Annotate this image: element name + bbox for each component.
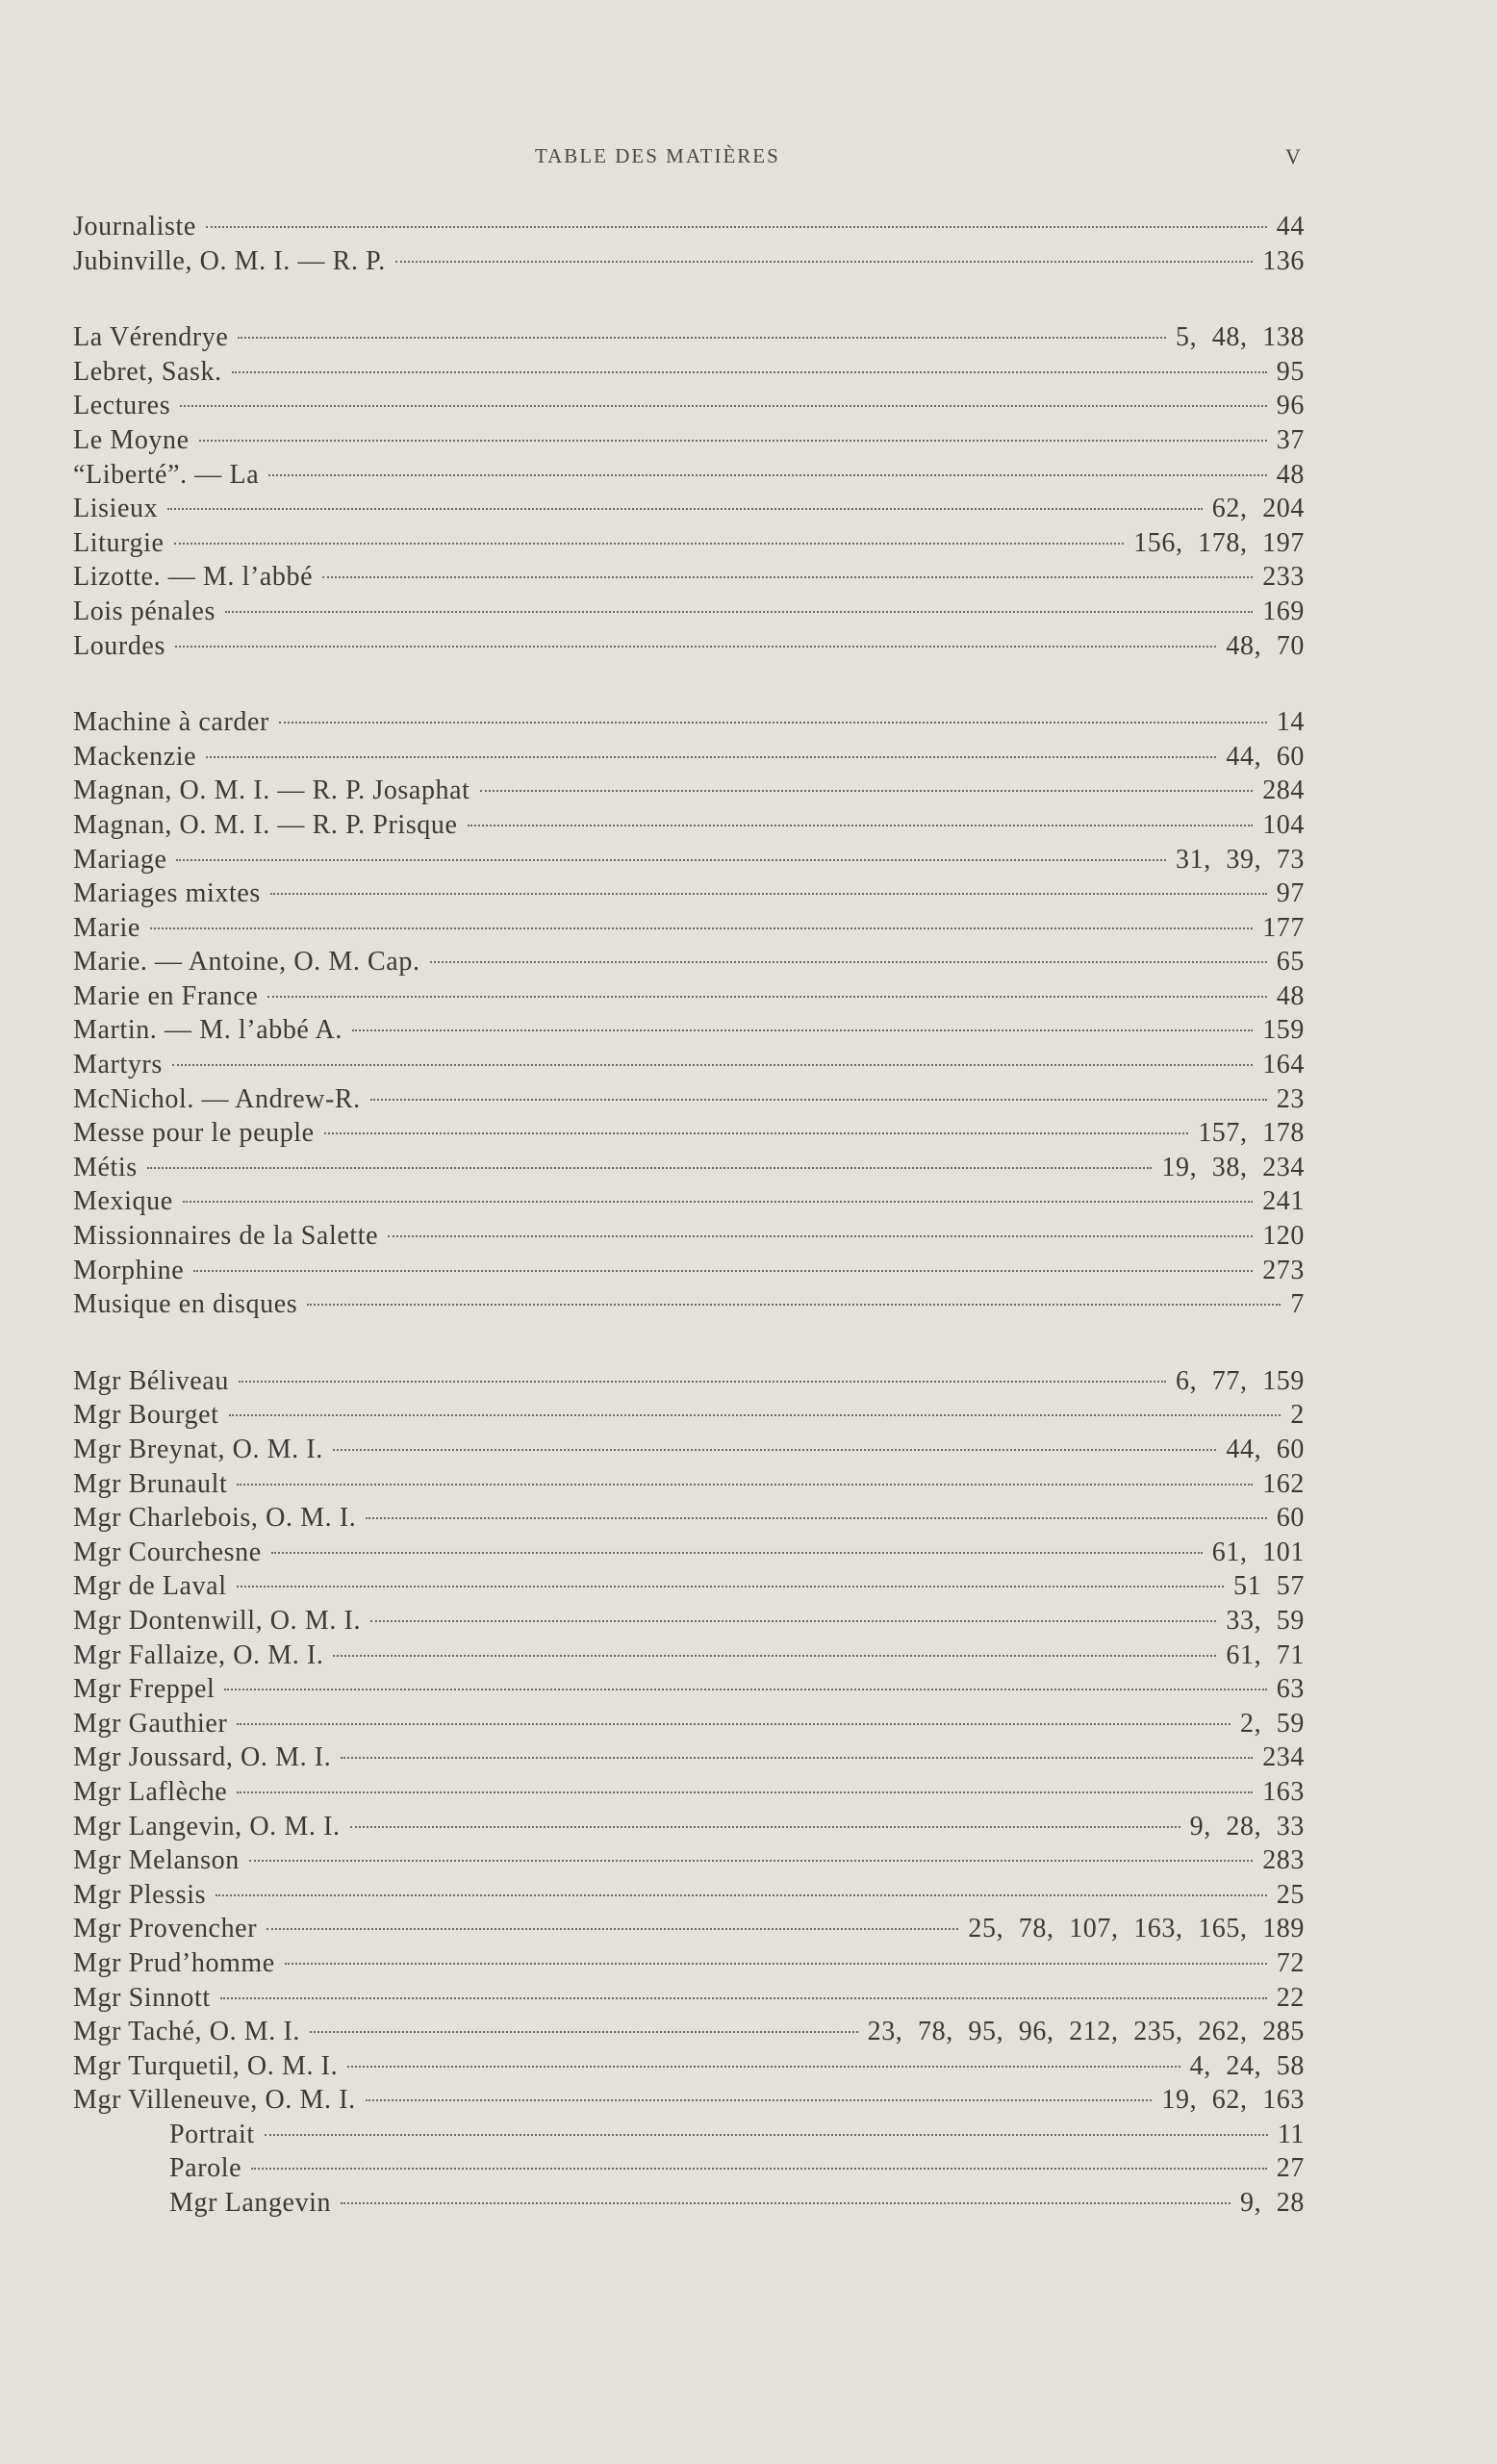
entry-label: Mgr Taché, O. M. I. — [73, 2017, 300, 2047]
entry-label: Lebret, Sask. — [73, 356, 222, 387]
index-entry — [73, 629, 1305, 664]
entry-pages: 163 — [1262, 1776, 1305, 1807]
dot-leader — [232, 371, 1267, 373]
entry-label: Mgr Turquetil, O. M. I. — [73, 2050, 339, 2081]
dot-leader — [174, 543, 1125, 545]
entry-label: Lois pénales — [73, 596, 216, 626]
entry-pages: 62, 204 — [1211, 494, 1305, 524]
index-group — [73, 210, 1305, 278]
entry-label: Marie en France — [73, 980, 259, 1011]
entry-label: Mgr Béliveau — [73, 1365, 229, 1396]
dot-leader — [175, 646, 1216, 648]
index-entry — [73, 1740, 1305, 1775]
dot-leader — [395, 261, 1253, 263]
index-entry — [73, 458, 1305, 493]
entry-label: Mgr Prud’homme — [73, 1947, 275, 1978]
index-entry — [73, 2015, 1305, 2049]
index-entry — [73, 492, 1305, 526]
dot-leader — [267, 996, 1266, 998]
entry-pages: 33, 59 — [1226, 1605, 1305, 1636]
dot-leader — [183, 1201, 1253, 1203]
index-entry — [73, 595, 1305, 629]
entry-label: Messe pour le peuple — [73, 1118, 315, 1149]
index-group — [73, 320, 1305, 663]
dot-leader — [279, 722, 1267, 724]
entry-pages: 9, 28 — [1240, 2188, 1305, 2219]
entry-label: Liturgie — [73, 527, 165, 558]
entry-pages: 7 — [1290, 1289, 1305, 1320]
index-entry — [73, 210, 1305, 244]
entry-pages: 157, 178 — [1198, 1118, 1305, 1149]
entry-label: Magnan, O. M. I. — R. P. Prisque — [73, 809, 458, 840]
entry-label: Mackenzie — [73, 741, 197, 772]
entry-label: Portrait — [169, 2119, 255, 2149]
entry-pages: 159 — [1262, 1015, 1305, 1046]
entry-pages: 19, 62, 163 — [1161, 2085, 1305, 2116]
dot-leader — [480, 790, 1254, 792]
entry-label: Mgr Charlebois, O. M. I. — [73, 1503, 357, 1534]
index-entry — [73, 945, 1305, 979]
index-entry — [73, 1184, 1305, 1219]
index-entry — [73, 1672, 1305, 1707]
entry-pages: 25, 78, 107, 163, 165, 189 — [968, 1914, 1305, 1944]
entry-pages: 60 — [1276, 1503, 1305, 1534]
entry-label: Mgr Provencher — [73, 1914, 258, 1944]
index-group — [73, 1364, 1305, 2221]
dot-leader — [167, 508, 1203, 510]
index-entry — [73, 1638, 1305, 1673]
entry-pages: 234 — [1262, 1742, 1305, 1773]
index-entry — [73, 1048, 1305, 1082]
entry-label: Mgr Freppel — [73, 1674, 216, 1705]
index-entry — [73, 1501, 1305, 1536]
dot-leader — [430, 961, 1267, 963]
entry-label: Mgr Courchesne — [73, 1537, 262, 1567]
entry-label: Mariage — [73, 844, 167, 875]
entry-pages: 72 — [1276, 1947, 1305, 1978]
dot-leader — [310, 2031, 858, 2033]
entry-label: Jubinville, O. M. I. — R. P. — [73, 245, 386, 276]
dot-leader — [238, 337, 1166, 339]
entry-pages: 31, 39, 73 — [1176, 844, 1305, 875]
entry-label: Mgr Villeneuve, O. M. I. — [73, 2085, 356, 2116]
entry-label: Musique en disques — [73, 1289, 298, 1320]
dot-leader — [206, 226, 1267, 228]
entry-pages: 2 — [1290, 1400, 1305, 1431]
entry-pages: 14 — [1276, 707, 1305, 738]
entry-pages: 19, 38, 234 — [1161, 1152, 1305, 1182]
entry-pages: 22 — [1276, 1982, 1305, 2013]
dot-leader — [341, 1757, 1253, 1759]
index-entry — [73, 1946, 1305, 1981]
entry-pages: 162 — [1262, 1468, 1305, 1499]
dot-leader — [199, 440, 1267, 442]
index-entry — [73, 355, 1305, 390]
dot-leader — [366, 2099, 1153, 2101]
page-header — [0, 144, 1497, 183]
entry-label: “Liberté”. — La — [73, 459, 260, 490]
index-entry — [73, 1013, 1305, 1048]
group-separator — [73, 663, 1305, 705]
dot-leader — [324, 1132, 1188, 1134]
entry-pages: 5, 48, 138 — [1176, 322, 1305, 353]
entry-pages: 169 — [1262, 596, 1305, 626]
dot-leader — [370, 1099, 1267, 1101]
index-entry — [73, 1843, 1305, 1878]
index-entry — [73, 1810, 1305, 1844]
dot-leader — [251, 2168, 1267, 2170]
entry-label: Mgr Laflèche — [73, 1776, 228, 1807]
entry-label: Mgr Fallaize, O. M. I. — [73, 1639, 324, 1670]
entry-label: Parole — [169, 2153, 242, 2184]
dot-leader — [270, 893, 1267, 895]
dot-leader — [220, 1997, 1267, 1999]
index-entry — [73, 1536, 1305, 1570]
index-entry — [73, 1082, 1305, 1117]
entry-pages: 63 — [1276, 1674, 1305, 1705]
entry-label: Magnan, O. M. I. — R. P. Josaphat — [73, 775, 470, 806]
entry-pages: 37 — [1276, 424, 1305, 455]
index-entry — [73, 1569, 1305, 1604]
dot-leader — [249, 1860, 1253, 1862]
entry-label: Martyrs — [73, 1050, 163, 1080]
index-subentry — [73, 2151, 1305, 2186]
entry-label: Mgr Plessis — [73, 1879, 207, 1910]
index-entry — [73, 320, 1305, 355]
entry-label: Lourdes — [73, 630, 165, 661]
entry-label: Mgr Dontenwill, O. M. I. — [73, 1605, 362, 1636]
dot-leader — [388, 1235, 1253, 1237]
entry-label: Mgr Bourget — [73, 1400, 219, 1431]
index-subentry — [73, 2118, 1305, 2152]
page-number: V — [1285, 144, 1301, 168]
dot-leader — [216, 1894, 1267, 1896]
entry-pages: 48, 70 — [1226, 630, 1305, 661]
entry-pages: 120 — [1262, 1221, 1305, 1252]
index-subentry — [73, 2186, 1305, 2221]
index-entry — [73, 244, 1305, 279]
entry-pages: 284 — [1262, 775, 1305, 806]
dot-leader — [147, 1167, 1153, 1169]
entry-pages: 27 — [1276, 2153, 1305, 2184]
dot-leader — [350, 1826, 1180, 1828]
dot-leader — [271, 1552, 1203, 1554]
entry-pages: 48 — [1276, 459, 1305, 490]
dot-leader — [237, 1723, 1231, 1725]
entry-pages: 2, 59 — [1240, 1708, 1305, 1739]
dot-leader — [172, 1064, 1253, 1066]
dot-leader — [265, 2134, 1268, 2136]
dot-leader — [333, 1655, 1216, 1657]
entry-label: Morphine — [73, 1255, 185, 1285]
index-entry — [73, 1116, 1305, 1151]
entry-label: Mexique — [73, 1186, 173, 1217]
dot-leader — [266, 1928, 958, 1930]
entry-pages: 23, 78, 95, 96, 212, 235, 262, 285 — [867, 2017, 1305, 2047]
entry-pages: 65 — [1276, 947, 1305, 978]
dot-leader — [307, 1304, 1281, 1306]
entry-pages: 95 — [1276, 356, 1305, 387]
dot-leader — [225, 611, 1253, 613]
index-entry — [73, 740, 1305, 775]
index-entry — [73, 876, 1305, 911]
entry-pages: 25 — [1276, 1879, 1305, 1910]
entry-pages: 61, 101 — [1211, 1537, 1305, 1567]
entry-label: Le Moyne — [73, 424, 190, 455]
index-entry — [73, 1878, 1305, 1913]
entry-label: Mgr de Laval — [73, 1571, 227, 1602]
index-entry — [73, 2049, 1305, 2084]
entry-label: Mgr Langevin, O. M. I. — [73, 1811, 341, 1842]
entry-pages: 177 — [1262, 912, 1305, 943]
entry-label: Mgr Breynat, O. M. I. — [73, 1435, 323, 1464]
entry-pages: 23 — [1276, 1083, 1305, 1114]
entry-label: Lectures — [73, 391, 171, 421]
dot-leader — [206, 756, 1216, 758]
index-entry — [73, 911, 1305, 946]
index-entry — [73, 1287, 1305, 1322]
entry-pages: 273 — [1262, 1255, 1305, 1285]
index-entry — [73, 526, 1305, 561]
index-entry — [73, 1707, 1305, 1741]
running-title: TABLE DES MATIÈRES — [535, 144, 780, 167]
entry-pages: 104 — [1262, 809, 1305, 840]
index-entry — [73, 1254, 1305, 1288]
dot-leader — [268, 474, 1267, 476]
index-entry — [73, 389, 1305, 423]
entry-pages: 283 — [1262, 1845, 1305, 1876]
index-entry — [73, 808, 1305, 843]
index-entry — [73, 979, 1305, 1014]
entry-pages: 9, 28, 33 — [1189, 1811, 1305, 1842]
dot-leader — [347, 2066, 1180, 2068]
dot-leader — [352, 1029, 1253, 1031]
index-entry — [73, 1981, 1305, 2016]
entry-label: Mgr Gauthier — [73, 1708, 228, 1739]
entry-pages: 97 — [1276, 878, 1305, 909]
entry-pages: 44, 60 — [1226, 741, 1305, 772]
index-entry — [73, 2083, 1305, 2118]
entry-label: Lizotte. — M. l’abbé — [73, 562, 314, 593]
index-group — [73, 705, 1305, 1322]
entry-label: Lisieux — [73, 494, 159, 524]
entry-pages: 44, 60 — [1226, 1435, 1305, 1464]
dot-leader — [237, 1586, 1224, 1588]
index-entry — [73, 423, 1305, 458]
dot-leader — [370, 1620, 1216, 1622]
entry-label: Journaliste — [73, 212, 196, 241]
entry-label: Marie. — Antoine, O. M. Cap. — [73, 947, 420, 978]
entry-label: Mgr Brunault — [73, 1468, 228, 1499]
index-entry — [73, 1604, 1305, 1638]
dot-leader — [237, 1791, 1253, 1793]
dot-leader — [176, 859, 1166, 861]
index-entry — [73, 1151, 1305, 1185]
entry-label: Marie — [73, 912, 140, 943]
entry-pages: 48 — [1276, 980, 1305, 1011]
dot-leader — [239, 1381, 1166, 1383]
entry-pages: 136 — [1262, 245, 1305, 276]
dot-leader — [333, 1449, 1216, 1451]
entry-pages: 44 — [1276, 212, 1305, 241]
group-separator — [73, 1322, 1305, 1364]
index-entry — [73, 560, 1305, 595]
entry-pages: 156, 178, 197 — [1133, 527, 1305, 558]
entry-label: Métis — [73, 1152, 138, 1182]
index-entry — [73, 1398, 1305, 1433]
index-entry — [73, 1912, 1305, 1946]
dot-leader — [224, 1689, 1266, 1690]
index-entry — [73, 1775, 1305, 1810]
dot-leader — [150, 927, 1253, 929]
index-entry — [73, 774, 1305, 808]
dot-leader — [229, 1414, 1281, 1416]
index-entry — [73, 705, 1305, 740]
entry-label: Mgr Melanson — [73, 1845, 240, 1876]
entry-label: Mgr Langevin — [169, 2188, 332, 2219]
entry-pages: 241 — [1262, 1186, 1305, 1217]
entry-pages: 4, 24, 58 — [1189, 2050, 1305, 2081]
entry-label: Mgr Sinnott — [73, 1982, 211, 2013]
entry-pages: 96 — [1276, 391, 1305, 421]
dot-leader — [322, 576, 1253, 578]
entry-pages: 233 — [1262, 562, 1305, 593]
dot-leader — [193, 1270, 1253, 1272]
entry-pages: 61, 71 — [1226, 1639, 1305, 1670]
entry-label: Missionnaires de la Salette — [73, 1221, 379, 1252]
index-entry — [73, 1467, 1305, 1502]
dot-leader — [468, 825, 1254, 826]
entry-label: Mariages mixtes — [73, 878, 261, 909]
entry-label: Martin. — M. l’abbé A. — [73, 1015, 343, 1046]
entry-label: Mgr Joussard, O. M. I. — [73, 1742, 332, 1773]
index-entry — [73, 843, 1305, 877]
dot-leader — [285, 1963, 1267, 1965]
index-entry — [73, 1433, 1305, 1467]
entry-pages: 11 — [1277, 2119, 1305, 2149]
dot-leader — [180, 405, 1267, 407]
entry-label: McNichol. — Andrew-R. — [73, 1083, 361, 1114]
dot-leader — [366, 1517, 1266, 1519]
table-of-contents — [73, 210, 1305, 2221]
entry-pages: 164 — [1262, 1050, 1305, 1080]
entry-label: Machine à carder — [73, 707, 269, 738]
dot-leader — [341, 2202, 1231, 2204]
entry-pages: 6, 77, 159 — [1176, 1365, 1305, 1396]
entry-label: La Vérendrye — [73, 322, 229, 353]
index-entry — [73, 1219, 1305, 1254]
group-separator — [73, 278, 1305, 320]
index-entry — [73, 1364, 1305, 1399]
dot-leader — [237, 1484, 1253, 1486]
entry-pages: 51 57 — [1233, 1571, 1305, 1602]
